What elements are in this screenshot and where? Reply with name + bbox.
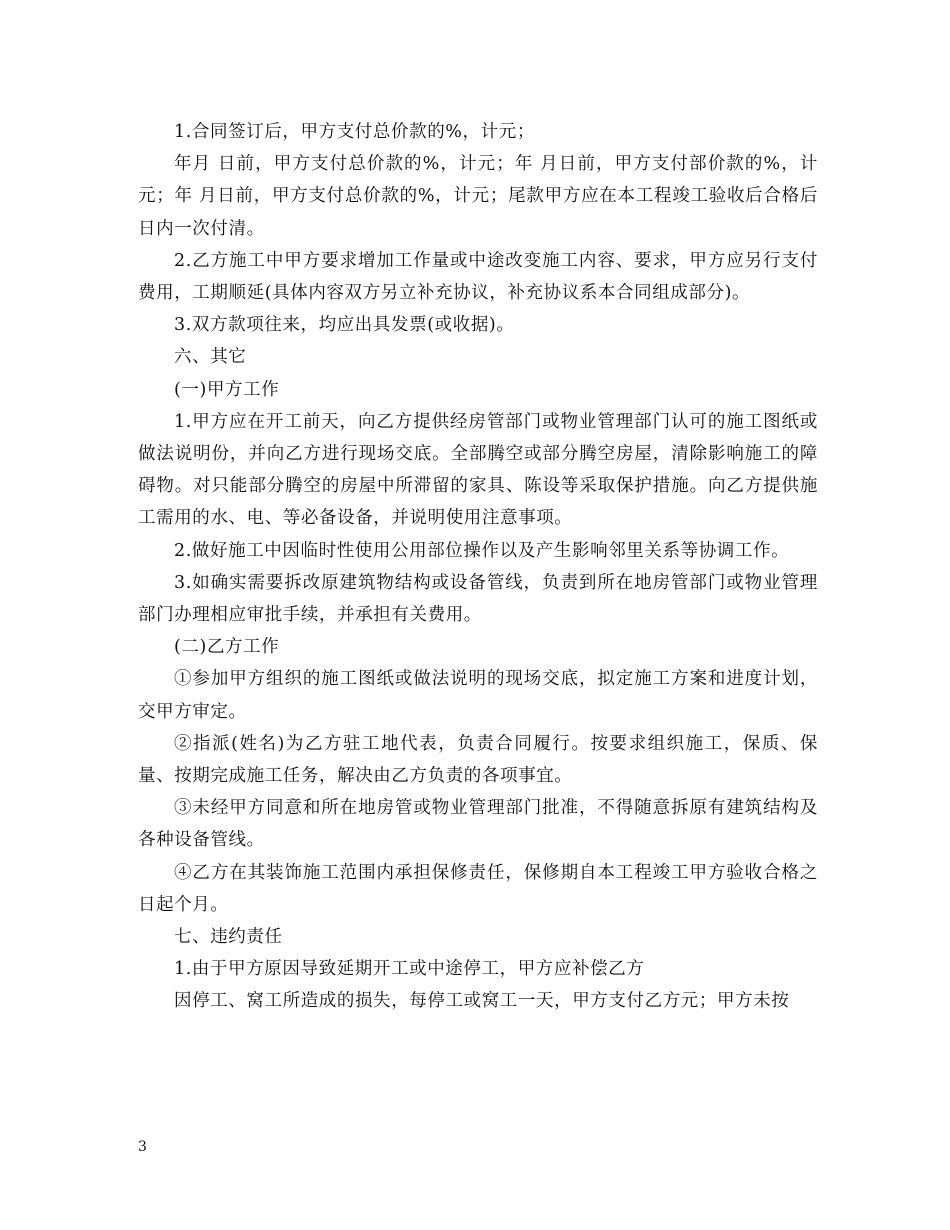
page-number: 3 — [138, 1139, 147, 1155]
paragraph: 3.如确实需要拆改原建筑物结构或设备管线，负责到所在地房管部门或物业管理部门办理相应审批手续，并承担有关费用。 — [138, 572, 818, 626]
subsection-heading: (二)乙方工作 — [174, 637, 280, 658]
paragraph: 因停工、窝工所造成的损失，每停工或窝工一天，甲方支付乙方元；甲方未按 — [174, 991, 790, 1012]
subsection-heading: (一)甲方工作 — [174, 379, 280, 400]
document-body — [138, 116, 818, 1018]
paragraph: ①参加甲方组织的施工图纸或做法说明的现场交底，拟定施工方案和进度计划，交甲方审定。 — [138, 669, 818, 722]
paragraph: 1.由于甲方原因导致延期开工或中途停工，甲方应补偿乙方 — [174, 959, 645, 980]
section-heading: 七、违约责任 — [174, 927, 283, 948]
paragraph: 1.合同签订后，甲方支付总价款的%，计元； — [174, 122, 535, 142]
paragraph: ③未经甲方同意和所在地房管或物业管理部门批准，不得随意拆原有建筑结构及各种设备管线。 — [138, 798, 818, 851]
paragraph: 年月 日前，甲方支付总价款的%，计元；年 月日前，甲方支付部价款的%，计元；年 月日前，甲方支付总价款的%，计元；尾款甲方应在本工程竣工验收后合格后日内一次付清。 — [138, 154, 818, 239]
paragraph: 3.双方款项往来，均应出具发票(或收据)。 — [174, 315, 515, 336]
paragraph: 2.乙方施工中甲方要求增加工作量或中途改变施工内容、要求，甲方应另行支付费用，工期顺延(具体内容双方另立补充协议，补充协议系本合同组成部分)。 — [138, 250, 818, 304]
paragraph: 1.甲方应在开工前天，向乙方提供经房管部门或物业管理部门认可的施工图纸或做法说明份，并向乙方进行现场交底。全部腾空或部分腾空房屋，清除影响施工的障碍物。对只能部分腾空的房屋中所滞留的家具、陈设等采取保护措施。向乙方提供施工需用的水、电、等必备设备，并说明使用注意事项。 — [138, 411, 818, 529]
paragraph: ②指派(姓名)为乙方驻工地代表，负责合同履行。按要求组织施工，保质、保量、按期完成施工任务，解决由乙方负责的各项事宜。 — [138, 733, 818, 787]
paragraph: 2.做好施工中因临时性使用公用部位操作以及产生影响邻里关系等协调工作。 — [174, 540, 790, 561]
section-heading: 六、其它 — [174, 347, 247, 368]
paragraph: ④乙方在其装饰施工范围内承担保修责任，保修期自本工程竣工甲方验收合格之日起个月。 — [138, 862, 818, 915]
